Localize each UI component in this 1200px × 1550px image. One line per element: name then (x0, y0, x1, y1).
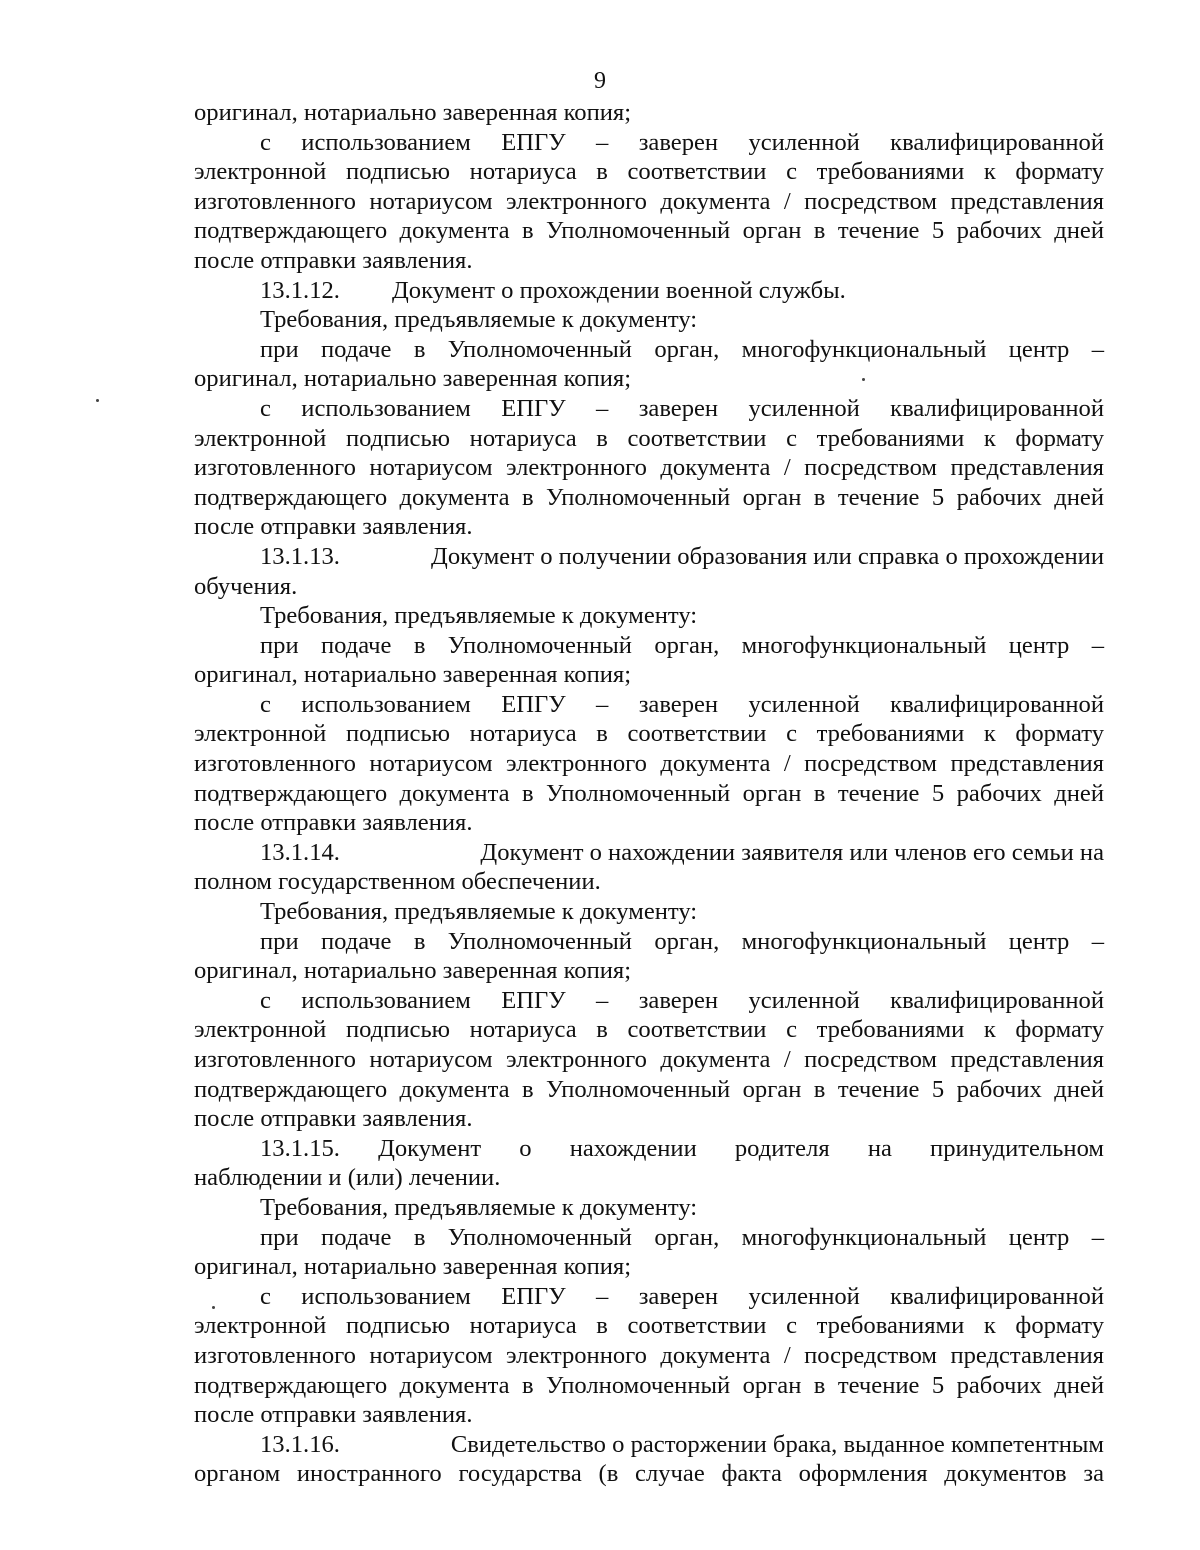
item-word: Документ (378, 1134, 482, 1162)
text-line: Требования, предъявляемые к документу: (260, 306, 698, 334)
item-word: на (867, 1134, 892, 1162)
text-line: изготовленного нотариусом электронного документа / посредством представления (194, 187, 1104, 215)
item-number: 13.1.14. (260, 838, 340, 866)
text-line: при подаче в Уполномоченный орган, многофункциональный центр – (260, 1223, 1104, 1251)
text-line: органом иностранного государства (в случае факта оформления документов за (194, 1460, 1104, 1488)
item-title: Документ о получении образования или справка о прохождении (431, 542, 1104, 570)
text-line: подтверждающего документа в Уполномоченный орган в течение 5 рабочих дней (194, 779, 1104, 807)
item-word: нахождении (569, 1134, 697, 1162)
item-number: 13.1.16. (260, 1430, 340, 1458)
text-line: Требования, предъявляемые к документу: (260, 602, 698, 630)
text-line: с использованием ЕПГУ – заверен усиленной квалифицированной (260, 394, 1104, 422)
item-word: о (519, 1134, 532, 1162)
text-line: изготовленного нотариусом электронного документа / посредством представления (194, 454, 1104, 482)
text-line: оригинал, нотариально заверенная копия; (194, 957, 632, 985)
text-line: оригинал, нотариально заверенная копия; (194, 365, 632, 393)
text-line: изготовленного нотариусом электронного документа / посредством представления (194, 1046, 1104, 1073)
item-word: принудительном (930, 1134, 1104, 1162)
text-line: подтверждающего документа в Уполномоченный орган в течение 5 рабочих дней (194, 1371, 1104, 1399)
text-line: полном государственном обеспечении. (194, 868, 601, 896)
page-number: 9 (594, 68, 606, 94)
text-line: после отправки заявления. (194, 1401, 473, 1429)
text-line: после отправки заявления. (194, 246, 473, 274)
document-body (194, 98, 1104, 1489)
text-line: после отправки заявления. (194, 809, 473, 837)
text-line: с использованием ЕПГУ – заверен усиленной квалифицированной (260, 128, 1104, 156)
section-heading (194, 1134, 1104, 1164)
text-line: после отправки заявления. (194, 513, 473, 541)
item-number: 13.1.12. (260, 276, 340, 304)
text-line: оригинал, нотариально заверенная копия; (194, 661, 632, 689)
item-word: родителя (734, 1134, 830, 1162)
text-line: Требования, предъявляемые к документу: (260, 1193, 698, 1221)
text-line: подтверждающего документа в Уполномоченный орган в течение 5 рабочих дней (194, 217, 1104, 245)
section-heading (194, 276, 1104, 306)
text-line: с использованием ЕПГУ – заверен усиленной квалифицированной (260, 1282, 1104, 1310)
text-line: обучения. (194, 572, 298, 600)
item-number: 13.1.15. (260, 1134, 340, 1162)
text-line: электронной подписью нотариуса в соответствии с требованиями к формату (194, 158, 1104, 186)
text-line: оригинал, нотариально заверенная копия; (194, 99, 632, 126)
scan-speck (96, 399, 99, 402)
text-line: изготовленного нотариусом электронного документа / посредством представления (194, 750, 1104, 778)
text-line: подтверждающего документа в Уполномоченный орган в течение 5 рабочих дней (194, 1075, 1104, 1103)
scan-speck (862, 378, 865, 381)
text-line: при подаче в Уполномоченный орган, многофункциональный центр – (260, 631, 1104, 659)
text-line: подтверждающего документа в Уполномоченный орган в течение 5 рабочих дней (194, 483, 1104, 511)
text-line: с использованием ЕПГУ – заверен усиленной квалифицированной (260, 690, 1104, 718)
text-line: электронной подписью нотариуса в соответствии с требованиями к формату (194, 424, 1104, 452)
text-line: изготовленного нотариусом электронного документа / посредством представления (194, 1341, 1104, 1369)
text-line: электронной подписью нотариуса в соответствии с требованиями к формату (194, 1016, 1104, 1044)
item-title: Свидетельство о расторжении брака, выданное компетентным (450, 1430, 1104, 1458)
item-title: Документ о прохождении военной службы. (392, 276, 846, 304)
section-heading (194, 838, 1104, 868)
text-line: с использованием ЕПГУ – заверен усиленной квалифицированной (260, 986, 1104, 1014)
text-line: оригинал, нотариально заверенная копия; (194, 1253, 632, 1281)
text-line: при подаче в Уполномоченный орган, многофункциональный центр – (260, 335, 1104, 363)
text-line: после отправки заявления. (194, 1105, 473, 1133)
text-line: наблюдении и (или) лечении. (194, 1164, 501, 1192)
text-line: электронной подписью нотариуса в соответствии с требованиями к формату (194, 1312, 1104, 1340)
scan-speck (212, 1306, 215, 1309)
text-line: при подаче в Уполномоченный орган, многофункциональный центр – (260, 927, 1104, 955)
item-title: Документ о нахождении заявителя или членов его семьи на (480, 838, 1104, 866)
item-number: 13.1.13. (260, 542, 340, 570)
text-line: электронной подписью нотариуса в соответствии с требованиями к формату (194, 720, 1104, 748)
text-line: Требования, предъявляемые к документу: (260, 898, 698, 926)
section-heading (194, 542, 1104, 572)
section-heading (194, 1430, 1104, 1460)
